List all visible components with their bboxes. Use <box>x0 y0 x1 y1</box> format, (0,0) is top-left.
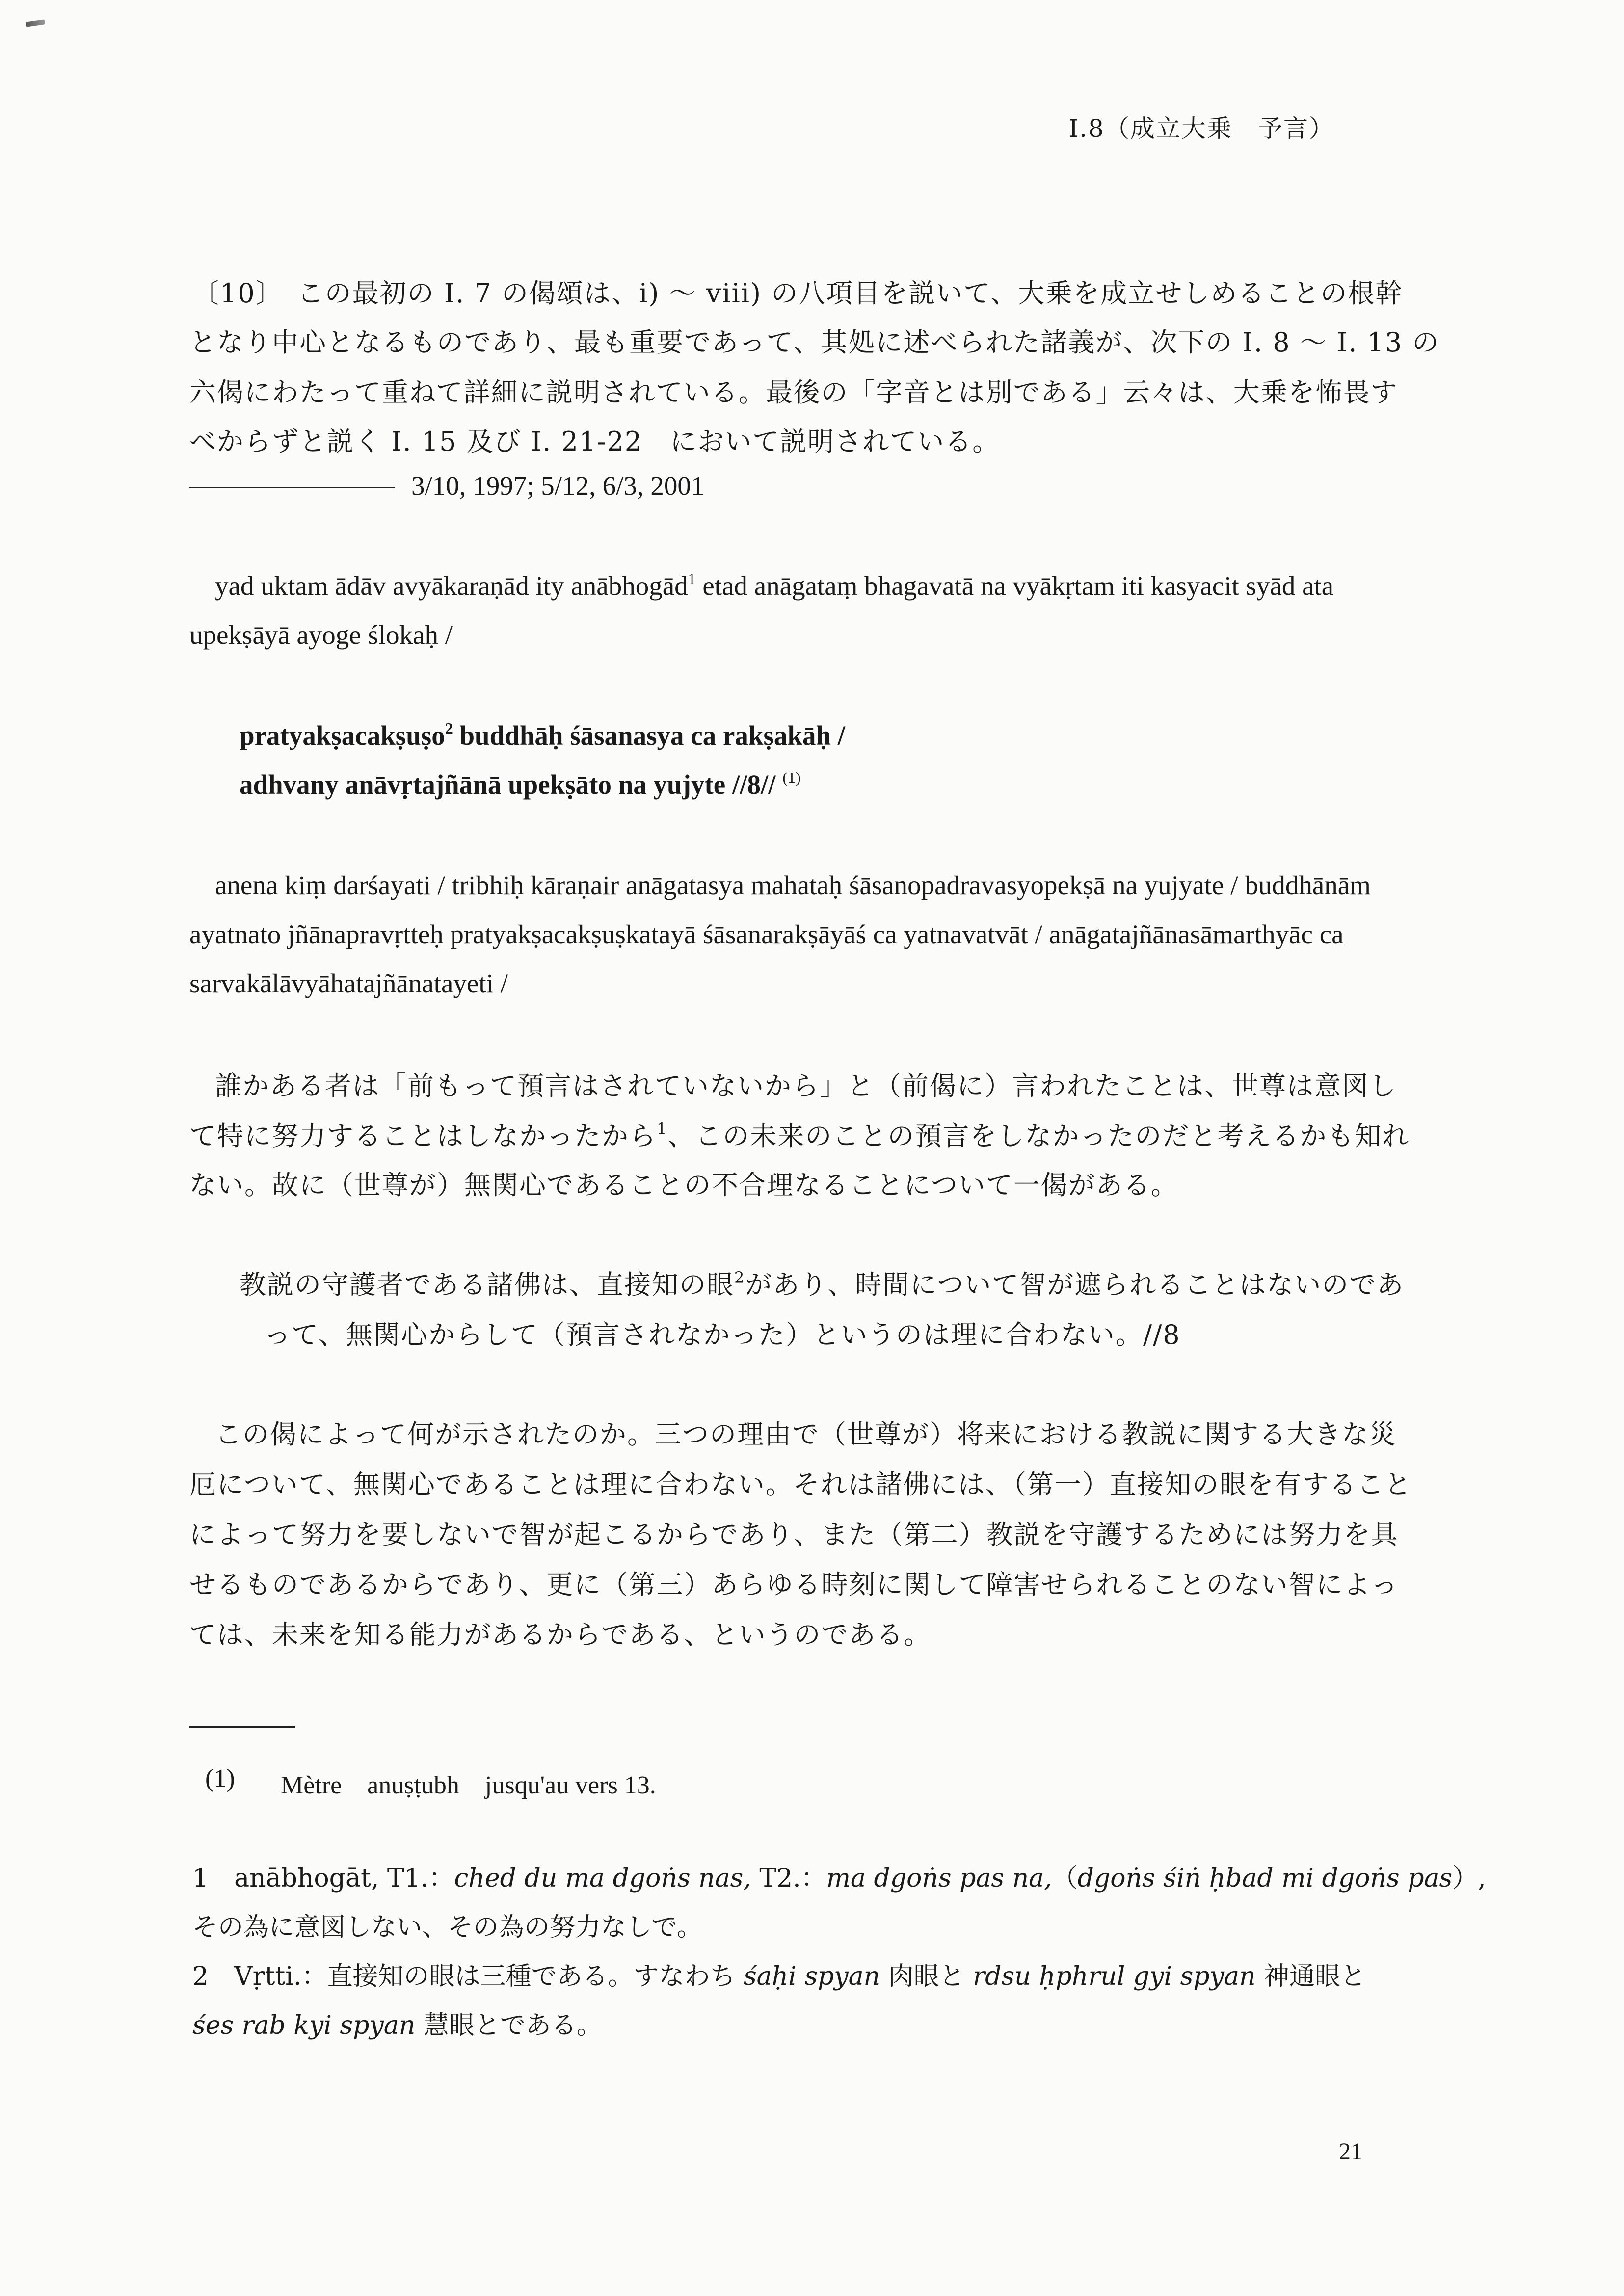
sanskrit-commentary-line: anena kiṃ darśayati / tribhiḥ kāraṇair anāgatasya mahataḥ śāsanopadravasyopekṣā na yujyate / buddhānām <box>215 870 1371 900</box>
translation-commentary-line: せるものであるからであり、更に（第三）あらゆる時刻に関して障害せられることのない智によっ <box>189 1569 1399 1600</box>
footnote-2-cont: śes rab kyi spyan 慧眼とである。 <box>192 2011 602 2040</box>
footnote-1: 1 anābhogāt, T1.：ched du ma dgoṅs nas, T2.：ma dgoṅs pas na,（dgoṅs śiṅ ḥbad mi dgoṅs pas）, <box>192 1864 1486 1893</box>
footnote-text: Mètre anuṣṭubh jusqu'au vers 13. <box>281 1771 656 1799</box>
sanskrit-commentary-line: ayatnato jñānapravṛtteḥ pratyakṣacakṣuṣkatayā śāsanarakṣāyāś ca yatnavatvāt / anāgatajñānasāmarthyāc ca <box>189 919 1344 949</box>
translation-commentary-line: 厄について、無関心であることは理に合わない。それは諸佛には、（第一）直接知の眼を有すること <box>189 1469 1412 1500</box>
footnote-rule <box>189 1726 295 1728</box>
commentary-line: となり中心となるものであり、最も重要であって、其処に述べられた諸義が、次下の I. 8 ～ I. 13 の <box>189 327 1440 358</box>
verse-line: adhvany anāvṛtajñānā upekṣāto na yujyte //8// $^{(1)}$ <box>240 769 801 800</box>
translation-commentary-line: ては、未来を知る能力があるからである、というのである。 <box>189 1619 932 1650</box>
commentary-line: 六偈にわたって重ねて詳細に説明されている。最後の「字音とは別である」云々は、大乗を怖畏す <box>189 377 1398 408</box>
sanskrit-intro-line: yad uktam ādāv avyākaraṇād ity anābhogād$^1$ etad anāgataṃ bhagavatā na vyākṛtam iti kasyacit syād ata <box>215 570 1334 601</box>
verse-translation-line: って、無関心からして（預言されなかった）というのは理に合わない。//8 <box>264 1319 1181 1350</box>
footnote-2: 2 Vṛtti.：直接知の眼は三種である。すなわち śaḥi spyan 肉眼と rdsu ḥphrul gyi spyan 神通眼と <box>192 1962 1366 1991</box>
running-header: I.8（成立大乗 予言） <box>1068 114 1334 143</box>
verse-translation-line: 教説の守護者である諸佛は、直接知の眼$^2$があり、時間について智が遮られることはないのであ <box>240 1268 1405 1300</box>
sanskrit-commentary-line: sarvakālāvyāhatajñānatayeti / <box>189 968 508 998</box>
footnote-ref: 2 <box>734 1268 745 1287</box>
commentary-line: べからずと説く I. 15 及び I. 21-22 において説明されている。 <box>189 426 1000 457</box>
translation-line: て特に努力することはしなかったから$^1$、この未来のことの預言をしなかったのだと考えるかも知れ <box>189 1120 1410 1151</box>
footnote-ref: (1) <box>782 769 801 786</box>
commentary-line: 〔10〕 この最初の I. 7 の偈頌は、i) ～ viii) の八項目を説いて、大乗を成立せしめることの根幹 <box>192 278 1403 309</box>
revision-dates: 3/10, 1997; 5/12, 6/3, 2001 <box>411 471 705 501</box>
footnote-ref: 1 <box>688 570 696 587</box>
footnote-1-gloss: その為に意図しない、その為の努力なしで。 <box>192 1913 702 1942</box>
translation-line: 誰かある者は「前もって預言はされていないから」と（前偈に）言われたことは、世尊は意図し <box>215 1070 1397 1101</box>
verse-line: pratyakṣacakṣuṣo$^2$ buddhāḥ śāsanasya ca rakṣakāḥ / <box>240 720 846 750</box>
translation-line: ない。故に（世尊が）無関心であることの不合理なることについて一偈がある。 <box>189 1170 1178 1201</box>
page-number: 21 <box>1339 2138 1362 2164</box>
translation-commentary-line: この偈によって何が示されたのか。三つの理由で（世尊が）将来における教説に関する大きな災 <box>215 1419 1397 1450</box>
scan-mark <box>25 19 45 27</box>
sanskrit-intro-line: upekṣāyā ayoge ślokaḥ / <box>189 620 453 650</box>
footnote-marker: (1) <box>205 1764 235 1792</box>
date-rule <box>189 487 395 488</box>
footnote-ref: 1 <box>657 1120 668 1138</box>
footnote-ref: 2 <box>445 720 453 737</box>
translation-commentary-line: によって努力を要しないで智が起こるからであり、また（第二）教説を守護するためには努力を具 <box>189 1519 1399 1550</box>
